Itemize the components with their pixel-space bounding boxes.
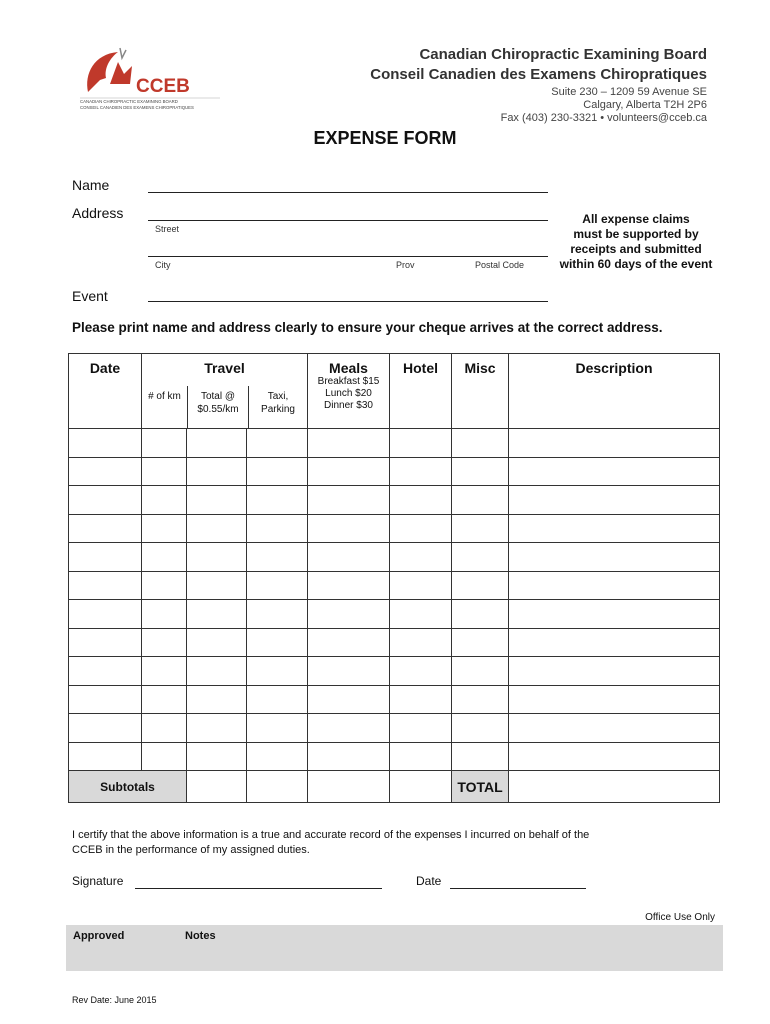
cell-misc[interactable] bbox=[452, 429, 509, 458]
receipts-note: All expense claims must be supported by receipts and submitted within 60 days of the event bbox=[559, 212, 713, 271]
sub-total-km: Total @ $0.55/km bbox=[187, 386, 248, 428]
total-amount[interactable] bbox=[509, 771, 720, 803]
svg-text:CANADIAN CHIROPRACTIC EXAMININ: CANADIAN CHIROPRACTIC EXAMINING BOARD bbox=[80, 99, 178, 104]
cell-meals[interactable] bbox=[308, 514, 390, 543]
event-field[interactable] bbox=[148, 301, 548, 302]
signature-label: Signature bbox=[72, 874, 124, 888]
cell-km-total[interactable] bbox=[187, 742, 247, 771]
cell-date[interactable] bbox=[69, 657, 142, 686]
cell-description[interactable] bbox=[509, 457, 720, 486]
page-title: EXPENSE FORM bbox=[313, 128, 457, 148]
sub-taxi-parking: Taxi, Parking bbox=[248, 386, 307, 428]
cell-hotel[interactable] bbox=[390, 429, 452, 458]
cell-misc[interactable] bbox=[452, 543, 509, 572]
cell-hotel[interactable] bbox=[390, 742, 452, 771]
cell-meals[interactable] bbox=[308, 543, 390, 572]
cell-meals[interactable] bbox=[308, 685, 390, 714]
office-use-box bbox=[66, 925, 723, 971]
cell-km-total[interactable] bbox=[187, 685, 247, 714]
address-label: Address bbox=[72, 205, 124, 221]
cell-meals[interactable] bbox=[308, 600, 390, 629]
cell-meals[interactable] bbox=[308, 714, 390, 743]
cell-km[interactable] bbox=[142, 628, 187, 657]
cell-taxi[interactable] bbox=[247, 543, 308, 572]
signature-field[interactable] bbox=[135, 888, 382, 889]
cell-km[interactable] bbox=[142, 600, 187, 629]
cell-date[interactable] bbox=[69, 742, 142, 771]
cell-meals[interactable] bbox=[308, 657, 390, 686]
table-row bbox=[69, 685, 720, 714]
cell-km-total[interactable] bbox=[187, 429, 247, 458]
cell-km[interactable] bbox=[142, 685, 187, 714]
cell-misc[interactable] bbox=[452, 628, 509, 657]
cell-taxi[interactable] bbox=[247, 685, 308, 714]
cell-km[interactable] bbox=[142, 543, 187, 572]
date-field[interactable] bbox=[450, 888, 586, 889]
org-name-en: Canadian Chiropractic Examining Board bbox=[419, 46, 707, 63]
cell-km[interactable] bbox=[142, 714, 187, 743]
subtotals-label: Subtotals bbox=[69, 771, 187, 803]
date-label: Date bbox=[416, 874, 442, 888]
certification-text: I certify that the above information is a true and accurate record of the expenses I incurred on behalf of the CCEB in the performance of my assigned duties. bbox=[72, 829, 590, 856]
address-line-2: Calgary, Alberta T2H 2P6 bbox=[583, 99, 707, 111]
col-hotel: Hotel bbox=[390, 354, 452, 429]
subtotal-hotel[interactable] bbox=[390, 771, 452, 803]
cell-misc[interactable] bbox=[452, 457, 509, 486]
cell-hotel[interactable] bbox=[390, 514, 452, 543]
col-description: Description bbox=[509, 354, 720, 429]
cell-description[interactable] bbox=[509, 543, 720, 572]
cell-description[interactable] bbox=[509, 742, 720, 771]
subtotal-meals[interactable] bbox=[308, 771, 390, 803]
cell-km-total[interactable] bbox=[187, 457, 247, 486]
col-meals: Meals bbox=[329, 360, 368, 376]
cell-taxi[interactable] bbox=[247, 457, 308, 486]
cell-km[interactable] bbox=[142, 742, 187, 771]
col-date: Date bbox=[69, 354, 142, 429]
cell-taxi[interactable] bbox=[247, 657, 308, 686]
cell-hotel[interactable] bbox=[390, 486, 452, 515]
cell-meals[interactable] bbox=[308, 742, 390, 771]
cell-misc[interactable] bbox=[452, 600, 509, 629]
cell-km-total[interactable] bbox=[187, 486, 247, 515]
cell-taxi[interactable] bbox=[247, 429, 308, 458]
subtotal-taxi[interactable] bbox=[247, 771, 308, 803]
total-label: TOTAL bbox=[452, 771, 509, 803]
logo-text: CCEB bbox=[136, 76, 190, 97]
cell-km[interactable] bbox=[142, 486, 187, 515]
cell-taxi[interactable] bbox=[247, 486, 308, 515]
expense-table bbox=[68, 353, 720, 803]
cell-km[interactable] bbox=[142, 457, 187, 486]
table-row bbox=[69, 514, 720, 543]
cell-description[interactable] bbox=[509, 657, 720, 686]
table-row bbox=[69, 600, 720, 629]
cell-misc[interactable] bbox=[452, 657, 509, 686]
cell-hotel[interactable] bbox=[390, 714, 452, 743]
table-row bbox=[69, 657, 720, 686]
cell-hotel[interactable] bbox=[390, 543, 452, 572]
cell-taxi[interactable] bbox=[247, 571, 308, 600]
street-label: Street bbox=[155, 224, 180, 234]
cell-taxi[interactable] bbox=[247, 714, 308, 743]
cell-description[interactable] bbox=[509, 429, 720, 458]
cell-taxi[interactable] bbox=[247, 514, 308, 543]
sub-km: # of km bbox=[148, 391, 181, 402]
table-row bbox=[69, 628, 720, 657]
table-row bbox=[69, 714, 720, 743]
cell-hotel[interactable] bbox=[390, 685, 452, 714]
cell-date[interactable] bbox=[69, 571, 142, 600]
cell-km[interactable] bbox=[142, 571, 187, 600]
cell-description[interactable] bbox=[509, 571, 720, 600]
cell-misc[interactable] bbox=[452, 685, 509, 714]
meal-rates: Breakfast $15 Lunch $20 Dinner $30 bbox=[317, 376, 380, 411]
svg-text:CONSEIL CANADIEN DES EXAMENS C: CONSEIL CANADIEN DES EXAMENS CHIROPRATIQUES bbox=[80, 105, 194, 110]
cell-taxi[interactable] bbox=[247, 628, 308, 657]
cell-date[interactable] bbox=[69, 685, 142, 714]
cell-km-total[interactable] bbox=[187, 543, 247, 572]
cceb-logo bbox=[80, 44, 230, 116]
event-label: Event bbox=[72, 288, 108, 304]
street-field[interactable] bbox=[148, 220, 548, 221]
cell-misc[interactable] bbox=[452, 486, 509, 515]
table-row bbox=[69, 457, 720, 486]
cell-date[interactable] bbox=[69, 628, 142, 657]
cell-km[interactable] bbox=[142, 657, 187, 686]
cell-date[interactable] bbox=[69, 714, 142, 743]
name-label: Name bbox=[72, 177, 110, 193]
cell-description[interactable] bbox=[509, 600, 720, 629]
city-field[interactable] bbox=[148, 256, 548, 257]
cell-description[interactable] bbox=[509, 685, 720, 714]
cell-km[interactable] bbox=[142, 514, 187, 543]
cell-hotel[interactable] bbox=[390, 628, 452, 657]
table-row bbox=[69, 486, 720, 515]
cell-hotel[interactable] bbox=[390, 600, 452, 629]
name-field[interactable] bbox=[148, 192, 548, 193]
cell-meals[interactable] bbox=[308, 429, 390, 458]
cell-misc[interactable] bbox=[452, 714, 509, 743]
cell-hotel[interactable] bbox=[390, 657, 452, 686]
cell-misc[interactable] bbox=[452, 571, 509, 600]
cell-description[interactable] bbox=[509, 486, 720, 515]
address-line-1: Suite 230 – 1209 59 Avenue SE bbox=[551, 86, 707, 98]
cell-date[interactable] bbox=[69, 543, 142, 572]
cell-date[interactable] bbox=[69, 600, 142, 629]
org-name-fr: Conseil Canadien des Examens Chiropratiques bbox=[370, 66, 707, 83]
cell-km-total[interactable] bbox=[187, 514, 247, 543]
prov-label: Prov bbox=[396, 260, 415, 270]
col-misc: Misc bbox=[452, 354, 509, 429]
cell-misc[interactable] bbox=[452, 742, 509, 771]
cell-meals[interactable] bbox=[308, 457, 390, 486]
approved-label: Approved bbox=[73, 930, 125, 942]
rev-date: Rev Date: June 2015 bbox=[72, 995, 157, 1005]
cell-date[interactable] bbox=[69, 429, 142, 458]
cell-date[interactable] bbox=[69, 514, 142, 543]
table-row bbox=[69, 543, 720, 572]
cell-meals[interactable] bbox=[308, 628, 390, 657]
col-travel: Travel bbox=[204, 360, 245, 376]
cell-description[interactable] bbox=[509, 714, 720, 743]
cell-km[interactable] bbox=[142, 429, 187, 458]
cell-km-total[interactable] bbox=[187, 571, 247, 600]
cell-meals[interactable] bbox=[308, 486, 390, 515]
instruction-text: Please print name and address clearly to ensure your cheque arrives at the correct address. bbox=[72, 320, 663, 335]
cell-description[interactable] bbox=[509, 628, 720, 657]
table-row bbox=[69, 742, 720, 771]
table-row bbox=[69, 429, 720, 458]
cell-taxi[interactable] bbox=[247, 742, 308, 771]
cell-hotel[interactable] bbox=[390, 457, 452, 486]
cell-date[interactable] bbox=[69, 457, 142, 486]
table-row bbox=[69, 571, 720, 600]
cell-km-total[interactable] bbox=[187, 600, 247, 629]
cell-taxi[interactable] bbox=[247, 600, 308, 629]
cell-misc[interactable] bbox=[452, 514, 509, 543]
cell-km-total[interactable] bbox=[187, 657, 247, 686]
city-label: City bbox=[155, 260, 171, 270]
notes-label: Notes bbox=[185, 930, 216, 942]
postal-code-label: Postal Code bbox=[475, 260, 525, 270]
cell-hotel[interactable] bbox=[390, 571, 452, 600]
cell-description[interactable] bbox=[509, 514, 720, 543]
cell-km-total[interactable] bbox=[187, 628, 247, 657]
cell-meals[interactable] bbox=[308, 571, 390, 600]
address-line-3: Fax (403) 230-3321 • volunteers@cceb.ca bbox=[500, 112, 707, 124]
cell-date[interactable] bbox=[69, 486, 142, 515]
cell-km-total[interactable] bbox=[187, 714, 247, 743]
office-use-label: Office Use Only bbox=[645, 912, 715, 923]
subtotal-km-total[interactable] bbox=[187, 771, 247, 803]
